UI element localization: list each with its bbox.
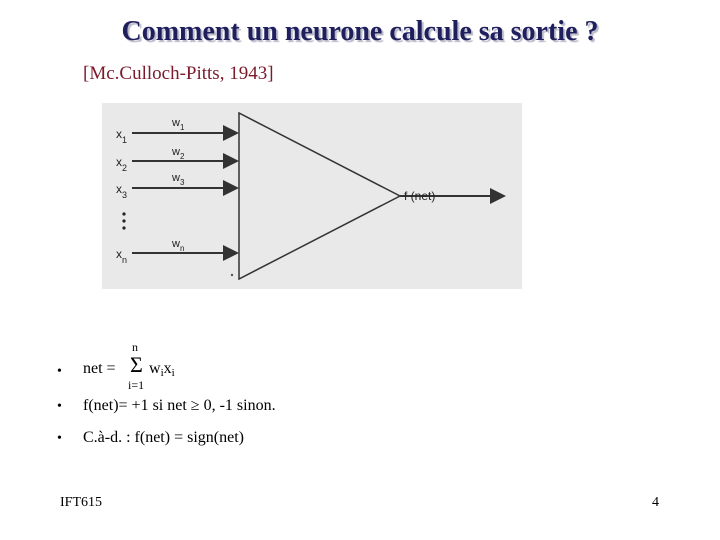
svg-text:x3 [116, 182, 127, 200]
weight-label-w1: w [172, 117, 180, 129]
weight-sub-3: 3 [179, 178, 185, 187]
term-x: x [163, 360, 172, 377]
sum-lower-bound: i=1 [128, 378, 145, 392]
weight-sub-2: 2 [179, 152, 185, 161]
ellipsis-dot [122, 226, 125, 229]
page-number: 4 [652, 495, 659, 510]
bullet-text-2: f(net)= +1 si net ≥ 0, -1 sinon. [83, 397, 276, 414]
input-label-x2: x [116, 155, 122, 169]
neuron-diagram [102, 103, 522, 289]
input-label-xn: x [116, 247, 122, 261]
citation: [Mc.Culloch-Pitts, 1943] [83, 63, 274, 84]
input-sub-n: n [122, 255, 128, 265]
weight-label-wn: w [172, 238, 180, 250]
term-w: w [149, 360, 161, 377]
ellipsis-dot [122, 219, 125, 222]
weight-sub-n: n [179, 244, 185, 253]
bullet-1: • [57, 364, 62, 379]
net-formula [83, 340, 203, 390]
scan-mark [231, 274, 233, 276]
bullet-text-3: C.à-d. : f(net) = sign(net) [83, 429, 244, 446]
input-label-x3: x [116, 182, 122, 196]
input-sub-1: 1 [122, 135, 128, 145]
weight-label-w2: w [172, 146, 180, 158]
ellipsis-dot [122, 212, 125, 215]
svg-text:w1 [171, 117, 185, 132]
sum-symbol: Σ [130, 352, 143, 377]
neuron-triangle [239, 113, 400, 279]
term-sub-i: i [171, 367, 175, 379]
bullet-2: • [57, 399, 62, 414]
input-sub-2: 2 [122, 163, 128, 173]
svg-text:w2 [171, 146, 185, 161]
course-code: IFT615 [60, 495, 102, 510]
term-sub-i: i [160, 367, 164, 379]
input-label-x1: x [116, 127, 122, 141]
svg-text:wn [171, 238, 184, 253]
svg-text:xn [116, 247, 127, 265]
slide-title: Comment un neurone calcule sa sortie ? [121, 16, 599, 47]
sum-term [149, 360, 175, 379]
input-sub-3: 3 [122, 190, 128, 200]
activation-label: f (net) [404, 189, 436, 203]
svg-text:x2 [116, 155, 127, 173]
bullet-3: • [57, 431, 62, 446]
sum-upper-bound: n [132, 340, 138, 354]
svg-text:w3 [171, 172, 185, 187]
weight-label-w3: w [172, 172, 180, 184]
weight-sub-1: 1 [179, 123, 185, 132]
net-prefix: net = [83, 360, 116, 377]
svg-text:x1 [116, 127, 127, 145]
